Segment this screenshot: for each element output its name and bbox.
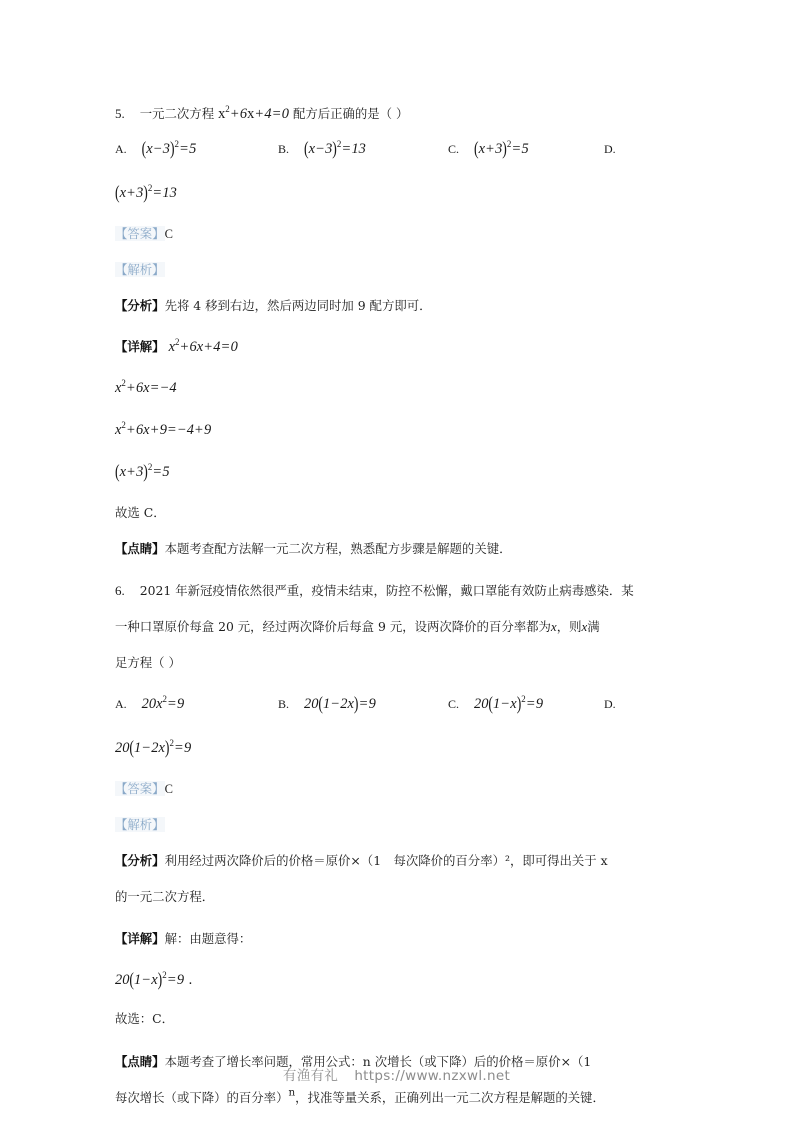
question-5-number: 5. xyxy=(115,106,125,121)
option-a-letter: A. xyxy=(115,697,127,711)
highlight-line1: 本题考查了增长率问题，常用公式：n 次增长（或下降）后的价格＝原价×（1 xyxy=(164,1054,592,1069)
question-5-option-c[interactable] xyxy=(448,140,529,158)
explain-tag: 【解析】 xyxy=(115,262,165,277)
question-6-stem-line2-a: 一种口罩原价每盒 20 元，经过两次降价后每盒 9 元，设两次降价的百分率都为 xyxy=(115,619,551,634)
detail-step-3-math: $x^2+6x+9=-4+9$ xyxy=(115,420,212,438)
analysis-line1: 利用经过两次降价后的价格＝原价×（1 每次降价的百分率）²，即可得出关于 x xyxy=(164,853,608,868)
question-6-number: 6. xyxy=(115,583,125,598)
question-5-stem-suffix: 配方后正确的是（ ） xyxy=(292,106,409,121)
highlight-text: 本题考查配方法解一元二次方程，熟悉配方步骤是解题的关键． xyxy=(164,541,512,556)
option-b-math: 20(1−2x)=9 xyxy=(304,693,376,714)
analysis-tag: 【分析】 xyxy=(115,853,165,868)
answer-tag: 【答案】 xyxy=(115,226,165,241)
question-6-detail-lead xyxy=(115,929,677,948)
variable-x-1: x xyxy=(550,619,557,634)
option-c-letter: C. xyxy=(448,697,460,711)
option-d-math: $20(1-2x)^2=9$ xyxy=(115,737,192,758)
question-5-option-d-math-wrap xyxy=(115,184,677,202)
question-6-analysis-line2 xyxy=(115,887,677,906)
variable-x-2: x xyxy=(581,619,588,634)
detail-step-1-math: $x^2+6x+4=0$ xyxy=(168,337,238,355)
option-d-letter: D. xyxy=(604,142,616,156)
question-6-stem-line2 xyxy=(115,617,677,636)
document-content xyxy=(115,104,677,1127)
analysis-tag: 【分析】 xyxy=(115,298,165,313)
detail-step-2-math: $x^2+6x=-4$ xyxy=(115,378,177,396)
question-6-option-c[interactable] xyxy=(448,695,543,713)
question-6-stem-line2-c: 满 xyxy=(587,619,600,634)
conclusion-text: 故选 C． xyxy=(115,505,166,520)
question-6-conclusion xyxy=(115,1009,677,1028)
detail-equation-math: $20(1-x)^2=9$ . xyxy=(115,969,193,990)
footer-url[interactable]: https://www.nzxwl.net xyxy=(354,1068,511,1084)
question-6-stem-line2-b: ，则 xyxy=(556,619,582,634)
option-c-math: $(x+3)^2=5$ xyxy=(474,138,529,159)
question-6-answer xyxy=(115,779,677,798)
answer-tag: 【答案】 xyxy=(115,781,165,796)
question-6-option-d-math-wrap xyxy=(115,739,677,757)
option-c-math: $20(1-x)^2=9$ xyxy=(474,693,544,714)
option-c-letter: C. xyxy=(448,142,460,156)
detail-tag: 【详解】 xyxy=(115,931,165,946)
question-5-option-a[interactable] xyxy=(115,140,196,158)
detail-tag: 【详解】 xyxy=(115,339,165,354)
highlight-tag: 【点睛】 xyxy=(115,541,165,556)
question-5-stem-math: $x^2+6x+4=0$ xyxy=(218,104,289,122)
question-5-answer xyxy=(115,224,677,243)
footer-watermark xyxy=(0,1064,793,1084)
question-5-option-d[interactable] xyxy=(604,140,616,158)
question-6-stem-line1: 2021 年新冠疫情依然很严重，疫情未结束，防控不松懈，戴口罩能有效防止病毒感染．某 xyxy=(139,583,634,598)
highlight-exponent-n: n xyxy=(288,1086,296,1099)
highlight-line2-b: ，找准等量关系，正确列出一元二次方程是解题的关键． xyxy=(295,1090,605,1105)
detail-step-4-math: $(x+3)^2=5$ xyxy=(115,461,170,482)
question-5-option-b[interactable] xyxy=(278,140,366,158)
question-5-detail-step-2 xyxy=(115,379,677,397)
question-5-stem-prefix: 一元二次方程 xyxy=(139,106,215,121)
highlight-tag: 【点睛】 xyxy=(115,1054,165,1069)
question-5-detail-step-1 xyxy=(115,337,677,356)
option-b-letter: B. xyxy=(278,142,290,156)
footer-brand: 有渔有礼 xyxy=(282,1068,339,1084)
question-5-detail-step-3 xyxy=(115,421,677,439)
highlight-line2-a: 每次增长（或下降）的百分率） xyxy=(115,1090,289,1105)
analysis-line2: 的一元二次方程． xyxy=(115,889,215,904)
option-a-letter: A. xyxy=(115,142,127,156)
conclusion-text: 故选：C． xyxy=(115,1011,175,1026)
question-6-highlight-line2 xyxy=(115,1088,677,1107)
detail-lead-text: 解：由题意得： xyxy=(164,931,252,946)
question-5-highlight xyxy=(115,539,677,558)
option-a-math: $20x^2=9$ xyxy=(141,694,185,712)
option-a-math: $(x-3)^2=5$ xyxy=(141,138,197,159)
question-5-conclusion xyxy=(115,503,677,522)
question-6-option-b[interactable] xyxy=(278,695,376,713)
option-d-math: $(x+3)^2=13$ xyxy=(115,182,177,203)
question-6-detail-equation xyxy=(115,971,677,989)
question-5-detail-step-4 xyxy=(115,463,677,481)
option-d-letter: D. xyxy=(604,697,616,711)
question-5-analysis xyxy=(115,296,677,315)
question-5-options-row1 xyxy=(115,140,677,162)
question-6-explain xyxy=(115,815,677,834)
question-6-option-a[interactable] xyxy=(115,695,184,713)
analysis-text: 先将 4 移到右边，然后两边同时加 9 配方即可． xyxy=(164,298,432,313)
question-6-options-row1 xyxy=(115,695,677,717)
explain-tag: 【解析】 xyxy=(115,817,165,832)
question-6-stem-line3 xyxy=(115,653,677,672)
option-b-math: $(x-3)^2=13$ xyxy=(304,138,366,159)
question-6-option-d[interactable] xyxy=(604,695,616,713)
option-b-letter: B. xyxy=(278,697,290,711)
question-5-stem xyxy=(115,104,677,123)
question-5-explain xyxy=(115,260,677,279)
question-6-analysis-line1 xyxy=(115,851,677,870)
question-6-stem-line3-text: 足方程（ ） xyxy=(115,655,181,670)
answer-value: C xyxy=(164,782,173,796)
question-6-stem-line1 xyxy=(115,581,677,600)
answer-value: C xyxy=(164,227,173,241)
